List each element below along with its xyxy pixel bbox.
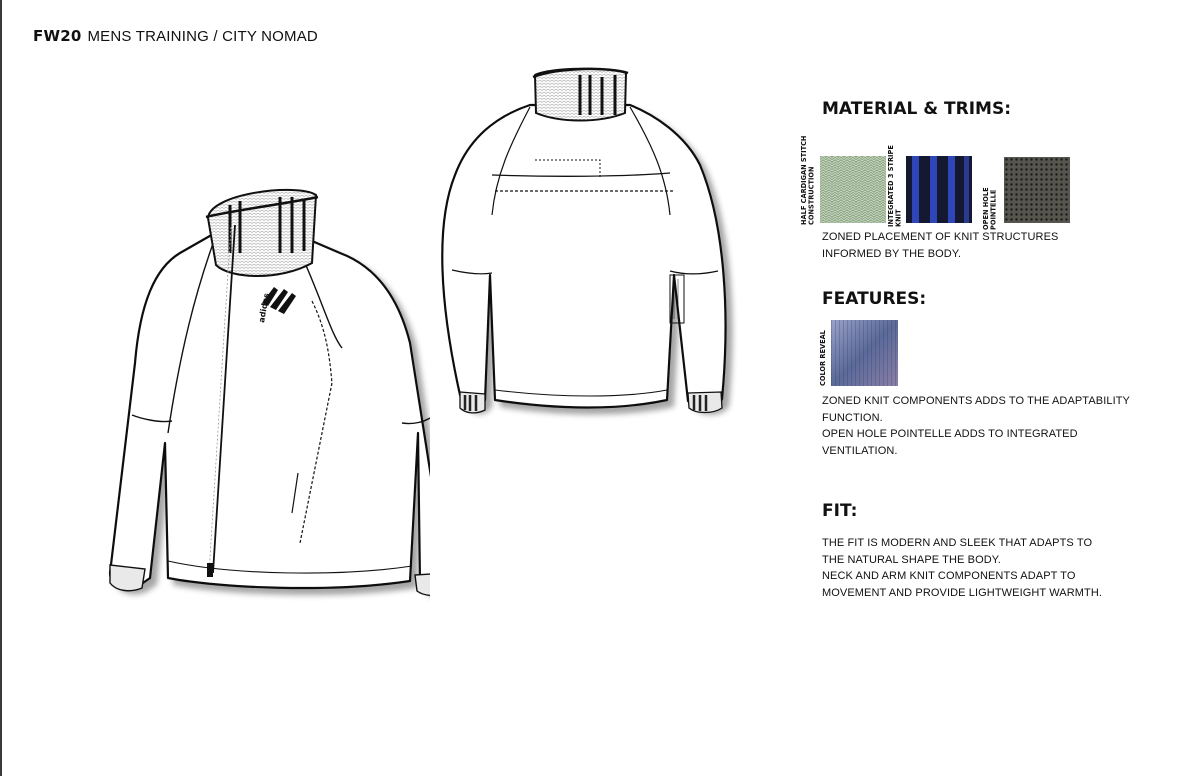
jacket-front-sketch <box>80 183 430 623</box>
page-header <box>33 27 318 45</box>
swatch-label-pointelle: OPEN HOLE POINTELLE <box>982 187 998 230</box>
page-edge-line <box>0 0 2 776</box>
swatch-pointelle <box>1004 157 1070 223</box>
jacket-back-sketch <box>430 65 740 430</box>
swatch-label-color-reveal: COLOR REVEAL <box>819 330 827 386</box>
collection-title: MENS TRAINING / CITY NOMAD <box>87 28 318 45</box>
season-code: FW20 <box>33 27 82 45</box>
features-heading: FEATURES: <box>822 289 927 309</box>
brand-wordmark: adidas <box>257 292 272 324</box>
swatch-label-half-cardigan: HALF CARDIGAN STITCH CONSTRUCTION <box>800 135 816 225</box>
swatch-3-stripe <box>906 156 972 223</box>
swatch-half-cardigan <box>820 156 886 223</box>
fit-heading: FIT: <box>822 501 858 521</box>
materials-description: ZONED PLACEMENT OF KNIT STRUCTURES INFORMED BY THE BODY. <box>822 231 1059 260</box>
swatch-label-3-stripe: INTEGRATED 3 STRIPE KNIT <box>887 145 903 227</box>
materials-heading: MATERIAL & TRIMS: <box>822 99 1012 119</box>
features-description: ZONED KNIT COMPONENTS ADDS TO THE ADAPTABILITY FUNCTION. OPEN HOLE POINTELLE ADDS TO INTEGRATED VENTILATION. <box>822 395 1130 457</box>
swatch-color-reveal <box>831 320 898 386</box>
fit-description: THE FIT IS MODERN AND SLEEK THAT ADAPTS TO THE NATURAL SHAPE THE BODY. NECK AND ARM KNIT COMPONENTS ADAPT TO MOVEMENT AND PROVIDE LIGHTWEIGHT WARMTH. <box>822 537 1103 599</box>
